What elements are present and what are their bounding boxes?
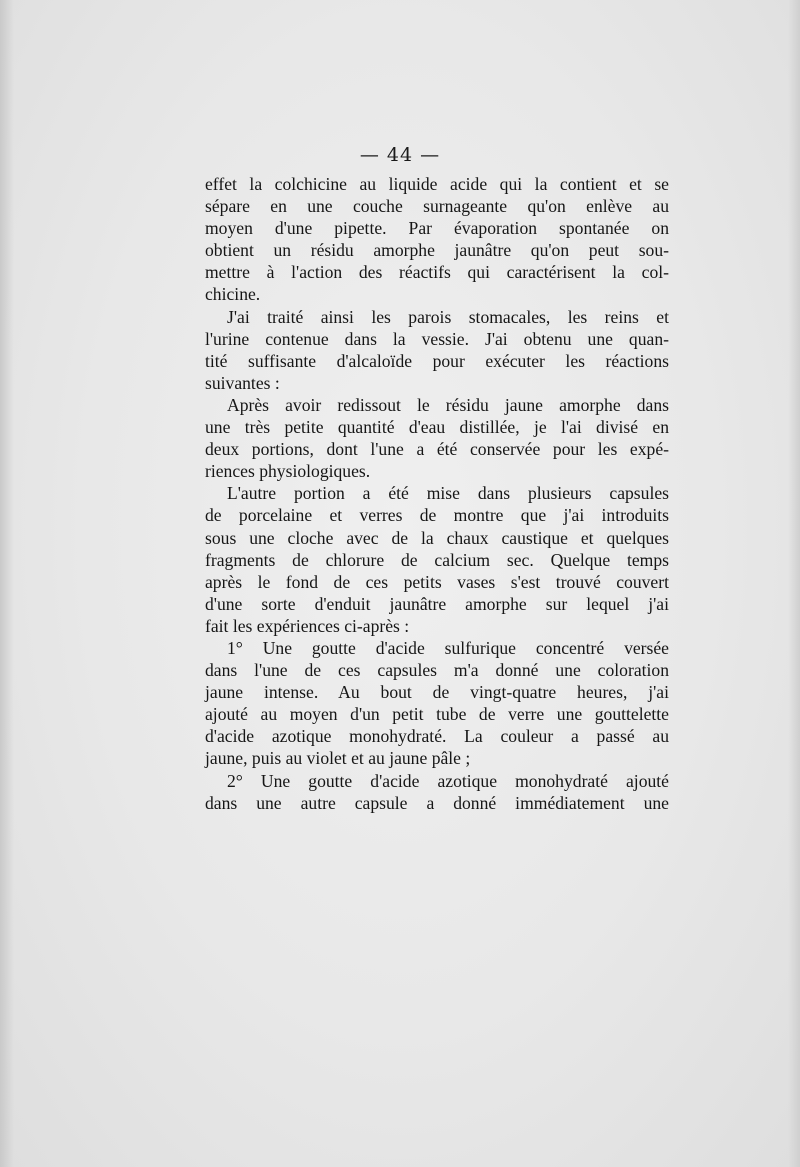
- body-text: [205, 173, 669, 814]
- text-line: fait les expériences ci-après :: [205, 615, 410, 636]
- text-line: sous une cloche avec de la chaux caustique et quelques: [205, 527, 669, 548]
- text-line: de porcelaine et verres de montre que j'ai introduits: [205, 505, 669, 526]
- text-line: 2° Une goutte d'acide azotique monohydraté ajouté: [227, 770, 669, 791]
- text-line: après le fond de ces petits vases s'est trouvé couvert: [205, 571, 669, 592]
- text-line: L'autre portion a été mise dans plusieurs capsules: [227, 483, 669, 504]
- text-line: effet la colchicine au liquide acide qui la contient et se: [205, 174, 669, 194]
- text-line: 1° Une goutte d'acide sulfurique concentré versée: [227, 637, 669, 658]
- text-line: tité suffisante d'alcaloïde pour exécuter les réactions: [205, 350, 669, 371]
- text-line: J'ai traité ainsi les parois stomacales, les reins et: [227, 306, 669, 327]
- page-number: — 44 —: [359, 144, 441, 166]
- text-line: sépare en une couche surnageante qu'on enlève au: [205, 196, 669, 217]
- text-line: ajouté au moyen d'un petit tube de verre une gouttelette: [205, 704, 669, 725]
- page-edge-shadow-left: [0, 0, 14, 1167]
- text-line: Après avoir redissout le résidu jaune amorphe dans: [227, 394, 669, 415]
- text-line: riences physiologiques.: [205, 461, 371, 482]
- text-line: deux portions, dont l'une a été conservée pour les expé-: [205, 439, 669, 460]
- text-line: dans une autre capsule a donné immédiatement une: [205, 792, 669, 813]
- text-line: une très petite quantité d'eau distillée, je l'ai divisé en: [205, 417, 669, 438]
- text-line: d'acide azotique monohydraté. La couleur a passé au: [205, 726, 669, 747]
- text-line: jaune intense. Au bout de vingt-quatre heures, j'ai: [205, 682, 669, 703]
- text-line: obtient un résidu amorphe jaunâtre qu'on peut sou-: [205, 240, 669, 261]
- text-line: l'urine contenue dans la vessie. J'ai obtenu une quan-: [205, 328, 669, 349]
- text-line: d'une sorte d'enduit jaunâtre amorphe sur lequel j'ai: [205, 593, 669, 614]
- text-line: dans l'une de ces capsules m'a donné une coloration: [205, 660, 669, 681]
- text-line: mettre à l'action des réactifs qui caractérisent la col-: [205, 262, 669, 283]
- page-edge-shadow-right: [788, 0, 800, 1167]
- text-line: moyen d'une pipette. Par évaporation spontanée on: [205, 218, 669, 239]
- text-line: jaune, puis au violet et au jaune pâle ;: [205, 748, 471, 769]
- text-line: chicine.: [205, 284, 261, 305]
- text-line: fragments de chlorure de calcium sec. Quelque temps: [205, 549, 669, 570]
- text-line: suivantes :: [205, 372, 280, 393]
